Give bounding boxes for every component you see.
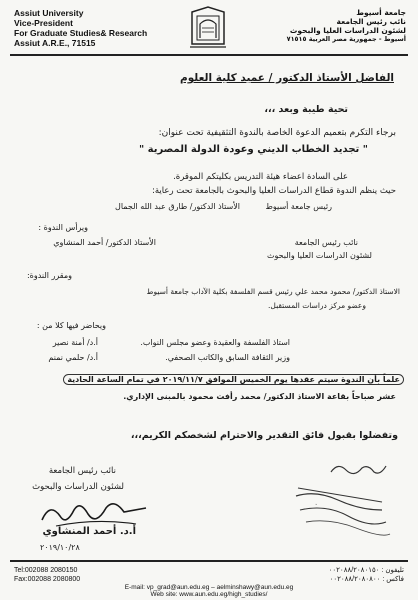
chair-label: ويرأس الندوة : — [38, 223, 88, 232]
approval-stamp — [286, 476, 396, 550]
header-en-line: Assiut University — [14, 8, 84, 18]
schedule-highlight: علماً بأن الندوة سيتم عقدها يوم الخميس الموافق ٢٠١٩/١١/٧ في تمام الساعة الحادية — [63, 374, 404, 385]
patron-name: الأستاذ الدكتور/ طارق عبد الله الجمال — [115, 202, 240, 211]
footer-website[interactable]: Web site: www.aun.edu.eg/high_studies/ — [150, 591, 268, 598]
recipient-line: الفاضل الأستاذ الدكتور / عميد كلية العلوم — [180, 72, 394, 84]
footer-divider — [10, 560, 408, 562]
header-ar-line: أسيوط - جمهورية مصر العربية ٧١٥١٥ — [286, 35, 406, 43]
footer-fax-ar: فاكس : ٠٠٢٠٨٨/٢٠٨٠٨٠٠ — [329, 576, 404, 583]
svg-text:٠: ٠ — [313, 500, 319, 509]
approval-stamp-icon — [286, 476, 396, 546]
header-ar-line: لشئون الدراسات العليا والبحوث — [289, 26, 406, 35]
seminar-title: " تجديد الخطاب الديني وعودة الدولة المصرية " — [138, 144, 368, 155]
footer-ar — [329, 566, 404, 584]
schedule-line-2: عشر صباحاً بقاعة الاستاذ الدكتور/ محمد رأفت محمود بالمبنى الإداري. — [123, 392, 396, 401]
patron-title: رئيس جامعة أسيوط — [265, 202, 332, 211]
header-en-block — [14, 8, 164, 48]
closing-line: وتفضلوا بقبول فائق التقدير والاحترام لشخصكم الكريم،،، — [130, 430, 398, 441]
footer-tel-ar: تليفون : ٠٠٢٠٨٨/٢٠٨٠١٥٠ — [328, 567, 404, 574]
university-logo-icon — [188, 6, 228, 50]
header-ar-line: جامعة أسيوط — [356, 8, 406, 17]
sign-date: ٢٠١٩/١٠/٢٨ — [40, 543, 80, 552]
university-logo — [188, 6, 228, 50]
sign-title-2: لشئون الدراسات والبحوث — [32, 482, 124, 492]
header-en-line: Assiut A.R.E., 71515 — [14, 38, 96, 48]
footer-tel-en: Tel:002088 2080150 — [14, 567, 78, 574]
schedule-line-1 — [63, 374, 404, 385]
header-ar-block — [246, 8, 406, 44]
footer-fax-en: Fax:002088 2080800 — [14, 576, 81, 583]
header-ar-line: نائب رئيس الجامعة — [336, 17, 406, 26]
organizer-line: حيث ينظم الندوة قطاع الدراسات العليا والبحوث بالجامعة تحت رعاية: — [152, 186, 396, 196]
rapporteur-label: ومقرر الندوة: — [26, 271, 72, 280]
header-divider — [10, 54, 408, 56]
sign-title-1: نائب رئيس الجامعة — [48, 466, 116, 476]
request-line: برجاء التكرم بتعميم الدعوة الخاصة بالندوة التثقيفية تحت عنوان: — [158, 128, 396, 138]
audience-line: على السادة اعضاء هيئة التدريس بكليتكم الموقرة. — [173, 172, 348, 182]
header-en-line: Vice-President — [14, 18, 73, 28]
chair-title-1: نائب رئيس الجامعة — [294, 238, 358, 247]
footer-email[interactable]: E-mail: vp_grad@aun.edu.eg – aelminshawy@aun.edu.eg — [124, 584, 294, 591]
speakers-label: ويحاضر فيها كلا من : — [36, 321, 106, 330]
chair-name: الأستاذ الدكتور/ أحمد المنشاوي — [53, 238, 156, 247]
greeting: تحية طيبة وبعد ،،، — [264, 104, 348, 115]
speaker-2-title: وزير الثقافة السابق والكاتب الصحفي. — [165, 353, 290, 362]
chair-title-2: لشئون الدراسات العليا والبحوث — [266, 251, 372, 260]
speaker-1-name: أ.د/ أمنة نصير — [52, 338, 98, 347]
rapporteur-line-1: الاستاذ الدكتور/ محمود محمد علي رئيس قسم الفلسفة بكلية الآداب جامعة أسيوط — [146, 287, 400, 296]
header-en-line: For Graduate Studies& Research — [14, 28, 148, 38]
rapporteur-line-2: وعضو مركز دراسات المستقبل. — [268, 301, 366, 310]
speaker-1-title: استاذ الفلسفة والعقيدة وعضو مجلس النواب. — [140, 338, 290, 347]
speaker-2-name: أ.د/ حلمي نمنم — [48, 353, 98, 362]
footer-en — [14, 566, 80, 584]
sign-name: أ.د. أحمد المنشاوي — [42, 526, 136, 537]
